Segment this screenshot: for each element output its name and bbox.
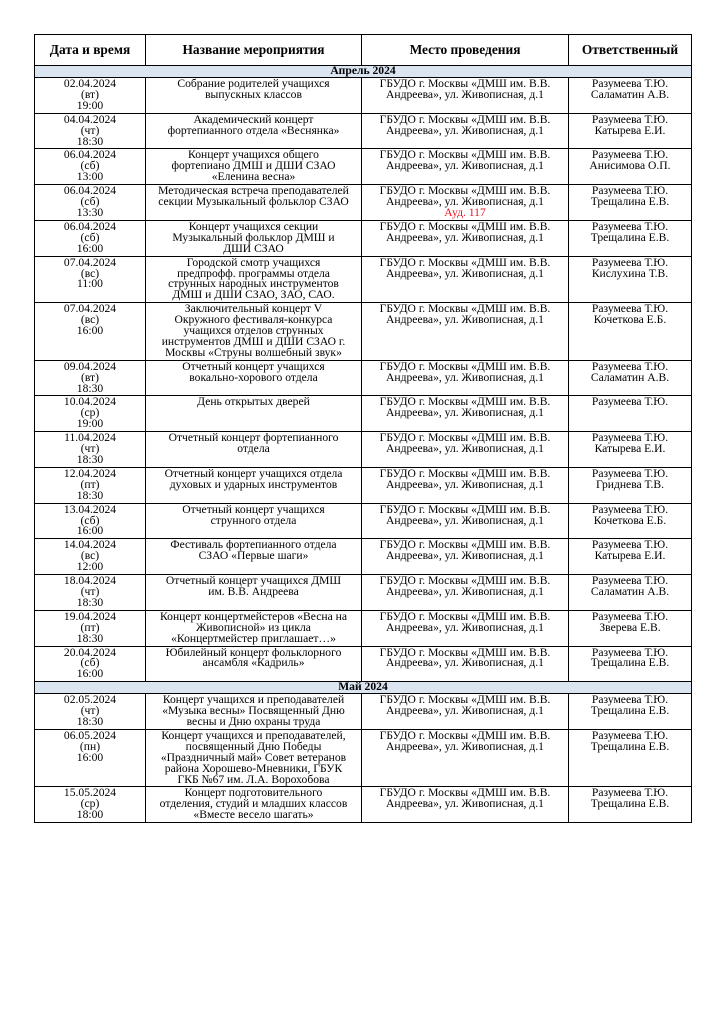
cell-date-text: 11.04.2024 (чт) 18:30: [64, 431, 116, 466]
cell-responsible: [569, 396, 692, 432]
cell-date: [35, 610, 146, 646]
cell-place-text: ГБУДО г. Москвы «ДМШ им. В.В. Андреева», ул. Живописная, д.1: [379, 219, 551, 244]
cell-event: [146, 432, 362, 468]
cell-place-text: ГБУДО г. Москвы «ДМШ им. В.В. Андреева», ул. Живописная, д.1: [379, 431, 551, 456]
table-row: [35, 467, 692, 503]
table-row: [35, 432, 692, 468]
cell-place-text: ГБУДО г. Москвы «ДМШ им. В.В. Андреева», ул. Живописная, д.1: [379, 574, 551, 598]
cell-responsible: [569, 113, 692, 149]
cell-place: [362, 303, 569, 361]
cell-place: [362, 503, 569, 539]
cell-event-text: Отчетный концерт учащихся ДМШ им. В.В. Андреева: [165, 574, 342, 598]
cell-responsible: [569, 256, 692, 303]
cell-responsible: [569, 149, 692, 185]
cell-place: [362, 432, 569, 468]
cell-event: [146, 610, 362, 646]
cell-event-text: Концерт учащихся секции Музыкальный фольклор ДМШ и ДШИ СЗАО: [172, 219, 335, 255]
cell-responsible: [569, 360, 692, 396]
cell-date-text: 14.04.2024 (вс) 12:00: [63, 538, 117, 574]
cell-responsible: [569, 729, 692, 787]
cell-event-text: Отчетный концерт учащихся отдела духовых и ударных инструментов: [164, 466, 343, 491]
table-row: [35, 729, 692, 787]
cell-date: [35, 575, 146, 611]
month-title: Апрель 2024: [35, 66, 692, 78]
cell-responsible-text: Разумеева Т.Ю. Кочеткова Е.Б.: [591, 502, 669, 527]
cell-responsible-text: Разумеева Т.Ю. Трещалина Е.В.: [590, 728, 670, 753]
cell-place: [362, 256, 569, 303]
cell-responsible-text: Разумеева Т.Ю. Катырева Е.И.: [591, 112, 669, 137]
cell-place-text: ГБУДО г. Москвы «ДМШ им. В.В. Андреева», ул. Живописная, д.1: [379, 395, 551, 420]
header-event: Название мероприятия: [146, 35, 362, 66]
cell-date: [35, 467, 146, 503]
cell-event-text: Методическая встреча преподавателей секции Музыкальный фольклор СЗАО: [158, 184, 349, 209]
table-row: [35, 185, 692, 221]
cell-event: [146, 729, 362, 787]
cell-responsible: [569, 575, 692, 611]
table-row: [35, 503, 692, 539]
table-row: [35, 787, 692, 823]
cell-event: [146, 694, 362, 730]
cell-date: [35, 787, 146, 823]
cell-date-text: 07.04.2024 (вс) 11:00: [63, 255, 117, 291]
cell-responsible-text: Разумеева Т.Ю. Зверева Е.В.: [591, 609, 669, 634]
table-row: [35, 610, 692, 646]
cell-place-text: ГБУДО г. Москвы «ДМШ им. В.В. Андреева», ул. Живописная, д.1: [379, 645, 551, 670]
room-number: Ауд. 117: [444, 205, 486, 219]
cell-date: [35, 503, 146, 539]
cell-event-text: Отчетный концерт фортепианного отдела: [168, 431, 339, 456]
cell-responsible: [569, 303, 692, 361]
cell-date-text: 06.04.2024 (сб) 13:30: [63, 184, 117, 219]
cell-place: [362, 539, 569, 575]
cell-date-text: 20.04.2024 (сб) 16:00: [63, 645, 117, 681]
cell-date-text: 10.04.2024 (ср) 19:00: [63, 395, 117, 431]
cell-date: [35, 729, 146, 787]
cell-place-text: ГБУДО г. Москвы «ДМШ им. В.В. Андреева», ул. Живописная, д.1: [379, 148, 551, 173]
cell-place: [362, 787, 569, 823]
table-body: [35, 66, 692, 823]
cell-event-text: Концерт учащихся и преподавателей, посвященный Дню Победы «Праздничный май» Совет ветеранов района Хорошево-Мневники, ГБУК ГКБ №67 им. Л.А. Ворохобова: [160, 728, 347, 786]
cell-event-text: Юбилейный концерт фольклорного ансамбля «Кадриль»: [165, 645, 342, 670]
cell-place-text: ГБУДО г. Москвы «ДМШ им. В.В. Андреева», ул. Живописная, д.1: [379, 609, 551, 634]
cell-place-text: ГБУДО г. Москвы «ДМШ им. В.В. Андреева», ул. Живописная, д.1: [379, 538, 551, 563]
cell-event-text: Концерт концертмейстеров «Весна на Живописной» из цикла «Концертмейстер приглашает…»: [160, 609, 347, 645]
cell-place-text: ГБУДО г. Москвы «ДМШ им. В.В. Андреева», ул. Живописная, д.1: [379, 255, 551, 280]
cell-date-text: 18.04.2024 (чт) 18:30: [63, 574, 117, 609]
cell-place-text: ГБУДО г. Москвы «ДМШ им. В.В. Андреева», ул. Живописная, д.1: [379, 466, 551, 491]
table-row: [35, 396, 692, 432]
cell-event-text: День открытых дверей: [197, 395, 310, 409]
month-row: [35, 66, 692, 78]
cell-place-text: ГБУДО г. Москвы «ДМШ им. В.В. Андреева», ул. Живописная, д.1: [379, 502, 551, 527]
cell-date: [35, 396, 146, 432]
cell-date-text: 07.04.2024 (вс) 16:00: [63, 302, 117, 338]
cell-place-text: ГБУДО г. Москвы «ДМШ им. В.В. Андреева», ул. Живописная, д.1: [379, 112, 551, 137]
cell-responsible-text: Разумеева Т.Ю. Кислухина Т.В.: [591, 255, 669, 280]
table-row: [35, 256, 692, 303]
table-row: [35, 113, 692, 149]
cell-date: [35, 78, 146, 114]
cell-responsible: [569, 432, 692, 468]
cell-place-text: ГБУДО г. Москвы «ДМШ им. В.В. Андреева», ул. Живописная, д.1: [379, 302, 551, 327]
cell-responsible-text: Разумеева Т.Ю. Гриднева Т.В.: [591, 466, 669, 491]
cell-event: [146, 467, 362, 503]
table-row: [35, 646, 692, 682]
cell-responsible-text: Разумеева Т.Ю.: [591, 395, 669, 409]
cell-event-text: Академический концерт фортепианного отдела «Веснянка»: [167, 112, 340, 137]
header-responsible: Ответственный: [569, 35, 692, 66]
cell-event-text: Отчетный концерт учащихся струнного отдела: [182, 502, 325, 527]
cell-responsible-text: Разумеева Т.Ю. Трещалина Е.В.: [590, 693, 670, 718]
table-row: [35, 694, 692, 730]
cell-date-text: 02.04.2024 (вт) 19:00: [63, 77, 117, 112]
cell-place-text: ГБУДО г. Москвы «ДМШ им. В.В. Андреева», ул. Живописная, д.1: [379, 184, 551, 209]
cell-event: [146, 78, 362, 114]
cell-date-text: 12.04.2024 (пт) 18:30: [63, 466, 117, 502]
cell-place: [362, 360, 569, 396]
cell-place-text: ГБУДО г. Москвы «ДМШ им. В.В. Андреева», ул. Живописная, д.1: [379, 786, 551, 811]
cell-date: [35, 694, 146, 730]
cell-responsible-text: Разумеева Т.Ю. Катырева Е.И.: [591, 431, 669, 456]
cell-place: [362, 694, 569, 730]
table-row: [35, 78, 692, 114]
cell-event-text: Городской смотр учащихся предпрофф. программы отдела струнных народных инструментов ДМШ и ДШИ СЗАО, ЗАО, САО.: [168, 255, 339, 302]
cell-place: [362, 113, 569, 149]
table-row: [35, 149, 692, 185]
cell-date: [35, 303, 146, 361]
cell-place: [362, 729, 569, 787]
cell-event: [146, 503, 362, 539]
cell-responsible-text: Разумеева Т.Ю. Саламатин А.В.: [590, 77, 670, 101]
cell-event: [146, 396, 362, 432]
cell-place: [362, 220, 569, 256]
cell-responsible: [569, 220, 692, 256]
cell-place-text: ГБУДО г. Москвы «ДМШ им. В.В. Андреева», ул. Живописная, д.1: [379, 693, 551, 718]
cell-responsible-text: Разумеева Т.Ю. Катырева Е.И.: [591, 538, 669, 563]
cell-responsible-text: Разумеева Т.Ю. Кочеткова Е.Б.: [591, 302, 669, 327]
cell-event-text: Отчетный концерт учащихся вокально-хорового отдела: [182, 359, 325, 384]
cell-event: [146, 303, 362, 361]
cell-event-text: Собрание родителей учащихся выпускных классов: [177, 77, 330, 101]
cell-event-text: Концерт учащихся общего фортепиано ДМШ и ДШИ СЗАО «Еленина весна»: [171, 148, 336, 184]
cell-responsible: [569, 610, 692, 646]
cell-event: [146, 256, 362, 303]
table-row: [35, 575, 692, 611]
cell-place: [362, 149, 569, 185]
cell-responsible-text: Разумеева Т.Ю. Трещалина Е.В.: [590, 786, 670, 811]
cell-event-text: Заключительный концерт V Окружного фестиваля-конкурса учащихся отделов струнных инструментов ДМШ и ДШИ СЗАО г. Москвы «Струны волшебный звук»: [161, 302, 346, 359]
cell-date: [35, 113, 146, 149]
table-row: [35, 220, 692, 256]
cell-date: [35, 149, 146, 185]
cell-place: [362, 185, 569, 221]
cell-date: [35, 539, 146, 575]
events-table: [34, 34, 692, 823]
cell-responsible-text: Разумеева Т.Ю. Трещалина Е.В.: [590, 219, 670, 244]
cell-responsible-text: Разумеева Т.Ю. Саламатин А.В.: [590, 574, 670, 598]
header-place: Место проведения: [362, 35, 569, 66]
cell-event: [146, 787, 362, 823]
cell-date: [35, 432, 146, 468]
cell-date: [35, 360, 146, 396]
cell-date-text: 19.04.2024 (пт) 18:30: [63, 609, 117, 645]
cell-place-text: ГБУДО г. Москвы «ДМШ им. В.В. Андреева», ул. Живописная, д.1: [379, 728, 551, 753]
cell-event: [146, 185, 362, 221]
cell-event-text: Фестиваль фортепианного отдела СЗАО «Первые шаги»: [170, 538, 337, 563]
cell-date-text: 06.04.2024 (сб) 16:00: [63, 219, 117, 255]
cell-date-text: 13.04.2024 (сб) 16:00: [63, 502, 117, 538]
month-row: [35, 682, 692, 694]
cell-date: [35, 256, 146, 303]
cell-responsible-text: Разумеева Т.Ю. Анисимова О.П.: [589, 148, 671, 173]
cell-event: [146, 539, 362, 575]
cell-date: [35, 646, 146, 682]
cell-responsible: [569, 646, 692, 682]
cell-event: [146, 646, 362, 682]
cell-event: [146, 575, 362, 611]
cell-place-text: ГБУДО г. Москвы «ДМШ им. В.В. Андреева», ул. Живописная, д.1: [379, 77, 551, 101]
month-title: Май 2024: [35, 682, 692, 694]
cell-place: [362, 610, 569, 646]
cell-event: [146, 113, 362, 149]
cell-date-text: 06.04.2024 (сб) 13:00: [63, 148, 117, 184]
header-date: Дата и время: [35, 35, 146, 66]
cell-responsible: [569, 185, 692, 221]
cell-event-text: Концерт подготовительного отделения, студий и младших классов «Вместе весело шагать»: [159, 786, 348, 822]
cell-responsible: [569, 694, 692, 730]
cell-date-text: 06.05.2024 (пн) 16:00: [63, 728, 117, 764]
table-row: [35, 539, 692, 575]
schedule-page: [34, 34, 691, 823]
cell-place: [362, 467, 569, 503]
cell-event: [146, 149, 362, 185]
cell-responsible-text: Разумеева Т.Ю. Трещалина Е.В.: [590, 645, 670, 670]
cell-date-text: 02.05.2024 (чт) 18:30: [63, 693, 117, 729]
table-row: [35, 303, 692, 361]
table-header: [35, 35, 692, 66]
cell-place: [362, 78, 569, 114]
cell-responsible-text: Разумеева Т.Ю. Трещалина Е.В.: [590, 184, 670, 209]
cell-responsible: [569, 78, 692, 114]
cell-date: [35, 220, 146, 256]
cell-responsible: [569, 467, 692, 503]
cell-place: [362, 646, 569, 682]
cell-event: [146, 360, 362, 396]
table-row: [35, 360, 692, 396]
cell-place-text: ГБУДО г. Москвы «ДМШ им. В.В. Андреева», ул. Живописная, д.1: [379, 359, 551, 384]
cell-place: [362, 575, 569, 611]
cell-date-text: 09.04.2024 (вт) 18:30: [63, 359, 117, 395]
cell-event: [146, 220, 362, 256]
cell-date: [35, 185, 146, 221]
cell-responsible: [569, 503, 692, 539]
cell-responsible-text: Разумеева Т.Ю. Саламатин А.В.: [590, 359, 670, 384]
cell-place: [362, 396, 569, 432]
cell-event-text: Концерт учащихся и преподавателей «Музыка весны» Посвященный Дню весны и Дню охраны труда: [162, 693, 345, 729]
cell-responsible: [569, 539, 692, 575]
cell-date-text: 04.04.2024 (чт) 18:30: [63, 112, 117, 148]
cell-responsible: [569, 787, 692, 823]
cell-date-text: 15.05.2024 (ср) 18:00: [63, 786, 117, 822]
